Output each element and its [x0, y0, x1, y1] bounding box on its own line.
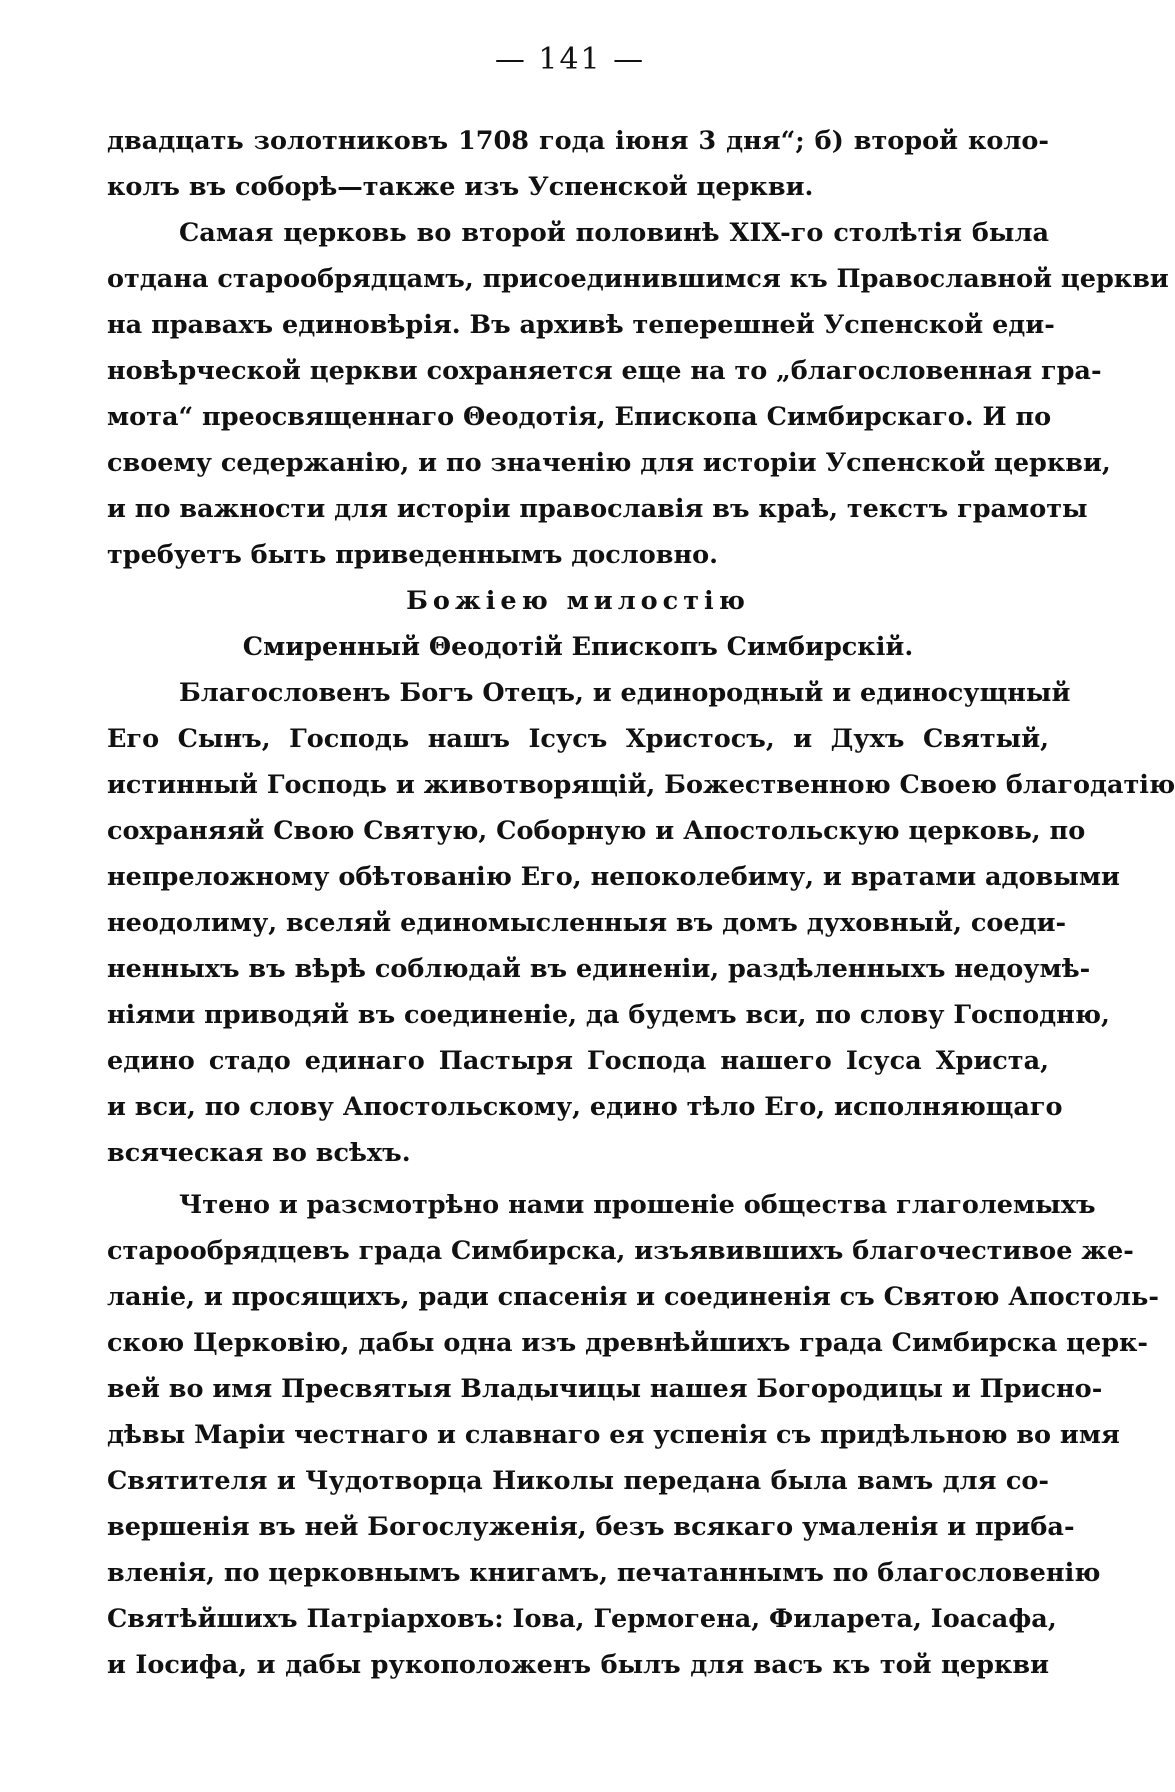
text-line: неодолиму, вселяй единомысленныя въ домъ духовный, соеди- [107, 908, 1067, 938]
text-line: мота“ преосвященнаго Θеодотія, Епископа Симбирскаго. И по [107, 402, 1052, 432]
text-line: всяческая во всѣхъ. [107, 1138, 411, 1168]
text-line: Святѣйшихъ Патріарховъ: Iова, Гермогена, Филарета, Iоасафа, [107, 1604, 1057, 1634]
text-line: требуетъ быть приведеннымъ дословно. [107, 540, 719, 570]
text-line: вей во имя Пресвятыя Владычицы нашея Богородицы и Присно- [107, 1374, 1103, 1404]
text-line: истинный Господь и животворящій, Божественною Своею благодатію [107, 770, 1175, 800]
text-line: ненныхъ въ вѣрѣ соблюдай въ единеніи, раздѣленныхъ недоумѣ- [107, 954, 1091, 984]
text-line: новѣрческой церкви сохраняется еще на то „благословенная гра- [107, 356, 1102, 386]
text-line: сохраняяй Свою Святую, Соборную и Апостольскую церковь, по [107, 816, 1086, 846]
text-line: вершенія въ ней Богослуженія, безъ всякаго умаленія и приба- [107, 1512, 1075, 1542]
text-line: своему седержанію, и по значенію для исторіи Успенской церкви, [107, 448, 1111, 478]
text-line: и вси, по слову Апостольскому, едино тѣло Его, исполняющаго [107, 1092, 1063, 1122]
text-line: на правахъ единовѣрія. Въ архивѣ теперешней Успенской еди- [107, 310, 1055, 340]
document-heading: Божiею милостiю [406, 586, 750, 616]
text-line: Благословенъ Богъ Отецъ, и единородный и единосущный [179, 678, 1071, 708]
text-line: двадцать золотниковъ 1708 года iюня 3 дня“; б) второй коло- [107, 126, 1049, 156]
text-line: Святителя и Чудотворца Николы передана была вамъ для со- [107, 1466, 1049, 1496]
text-line: Чтено и разсмотрѣно нами прошеніе общества глаголемыхъ [179, 1190, 1096, 1220]
text-line: непреложному обѣтованію Его, непоколебиму, и вратами адовыми [107, 862, 1120, 892]
text-line: и Iосифа, и дабы рукоположенъ былъ для васъ къ той церкви [107, 1650, 1049, 1680]
text-line: ніями приводяй въ соединеніе, да будемъ вси, по слову Господню, [107, 1000, 1110, 1030]
page-text [107, 118, 1175, 1688]
page-number: — 141 — [494, 42, 646, 77]
text-line: колъ въ соборѣ—также изъ Успенской церкви. [107, 172, 814, 202]
text-line: и по важности для исторіи православія въ краѣ, текстъ грамоты [107, 494, 1088, 524]
text-line: ланіе, и просящихъ, ради спасенія и соединенія съ Святою Апостоль- [107, 1282, 1159, 1312]
text-line: Самая церковь во второй половинѣ XIX-го столѣтія была [179, 218, 1049, 248]
text-line: дѣвы Маріи честнаго и славнаго ея успенія съ придѣльною во имя [107, 1420, 1120, 1450]
text-line: вленія, по церковнымъ книгамъ, печатаннымъ по благословенію [107, 1558, 1101, 1588]
text-line: Его Сынъ, Господь нашъ Iсусъ Христосъ, и Духъ Святый, [107, 724, 1049, 754]
text-line: едино стадо единаго Пастыря Господа нашего Iсуса Христа, [107, 1046, 1049, 1076]
text-line: старообрядцевъ града Симбирска, изъявившихъ благочестивое же- [107, 1236, 1134, 1266]
text-line: скою Церковію, дабы одна изъ древнѣйшихъ града Симбирска церк- [107, 1328, 1149, 1358]
document-subheading: Смиренный Θеодотій Епископъ Симбирскій. [242, 632, 914, 662]
text-line: отдана старообрядцамъ, присоединившимся къ Православной церкви [107, 264, 1169, 294]
